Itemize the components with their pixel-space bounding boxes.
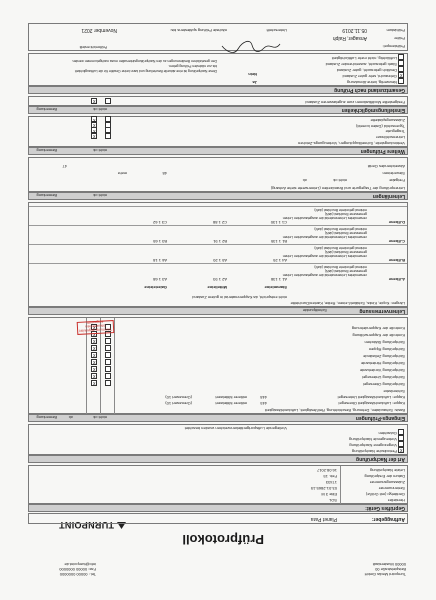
further-note: Verbindungsteile, Schnellkupplungen, Vorbeugungs-Zeichen [298, 141, 405, 146]
trim-row-label: Steuerleinen [382, 171, 405, 176]
lines-group-label: D-Ebene [388, 220, 405, 225]
checkbox[interactable] [398, 447, 404, 453]
canopy-check-label: Sichtprüfung Vorderkante [359, 368, 405, 373]
device-field-value: 03-01-2865-15 [310, 486, 337, 491]
lines-row-divider [29, 206, 407, 207]
lines-col-label: Galerieleine [144, 285, 167, 290]
lines-cell: A3 1 68 [153, 277, 167, 282]
trim-row-value: nicht ok [333, 178, 347, 183]
lines-row-note: gemessene Bruchlast (daN) [324, 269, 367, 273]
canopy-check-label: Sichtprüfung Hinterkante [360, 361, 405, 366]
result-yes: Ja [252, 80, 257, 85]
trim-row-label: Freigabe [389, 178, 405, 183]
device-divider [340, 466, 341, 504]
lines-row-note: verwendetes Leinenmaterial der ausgetauschten Leinen [282, 273, 367, 277]
canopy-check-label: Sichtprüfung Zellwände [363, 354, 405, 359]
lines-row-divider [29, 225, 407, 226]
porosity-value: 445 [260, 401, 267, 406]
adjust-remark-label: Bemerkung [36, 107, 57, 113]
device-section-label: Geprüftes Gerät: [365, 505, 405, 511]
type-option-label: Periodische Nachprüfung [352, 449, 397, 454]
lines-cell: C2 1 88 [212, 220, 227, 225]
lines-status-text: nicht entspricht, da Kappenmaterial in gutem Zustand [192, 295, 287, 300]
device-table [28, 465, 408, 505]
porosity-label: Schirmfarbe [383, 389, 405, 394]
type-table [28, 424, 408, 456]
lines-cell: A2 1 93 [213, 277, 227, 282]
page-title: Prüfprotokoll [182, 532, 264, 547]
checkbox[interactable] [105, 128, 111, 134]
trim-status: nicht ok [93, 193, 107, 199]
lines-col-label: Mittelleine [207, 285, 227, 290]
porosity-label: Kappe: Luftdurchlässigkeit Obersegel [338, 401, 405, 406]
inspector-label: Prüfer [394, 36, 405, 41]
lines-row-note: gemessene Bruchlast (daN) [324, 231, 367, 235]
result-table [28, 53, 408, 87]
type-note: Vorliegende Luftsportgerätekennzeichen wurden beachtet [184, 426, 287, 431]
lines-col-label: Stammleine [264, 285, 287, 290]
device-field-value: Feb. 15 [323, 474, 337, 479]
checkbox[interactable] [105, 373, 111, 379]
trim-section-label: Leinenlängen [372, 193, 405, 199]
signature [212, 40, 282, 54]
result-note: Diese Nachprüfung ist eine aktuelle Beurteilung und kann keine Gewähr für die Lufttauglichkeit [74, 69, 217, 73]
stamp-line: Trimmung abgeleitet [79, 327, 113, 334]
lines-section-label: Leinenvermessung [359, 308, 405, 314]
checkbox[interactable] [398, 435, 404, 441]
trim-row-value: 48 [162, 171, 167, 176]
inspection-report [22, 18, 414, 584]
device-field-label: Letzte Nachprüfung [370, 468, 405, 473]
canopy-check-label: Kontrolle der Kappendehnung [351, 326, 405, 331]
result-option-label: Lufttüchtig, nicht mehr Lufttüchtigkeit [331, 56, 397, 61]
lines-row-note: gemessene Bruchlast (daN) [324, 212, 367, 216]
lines-row-note: verwendetes Leinenmaterial der ausgetauschten Leinen [282, 216, 367, 220]
lines-row-note: minimal geforderte Bruchlast (daN) [314, 227, 367, 231]
trim-note: Leinenprüfung der Tragegurte und Brandzeiten (Leinenwerte siehe Anhang) [270, 186, 405, 191]
trim-row-value: ok [302, 178, 307, 183]
lines-table [28, 202, 408, 308]
canopy-check-label: Sichtprüfung Untersegel [362, 375, 405, 380]
porosity-value: 448 [260, 395, 267, 400]
device-field-value: 17433 [325, 480, 337, 485]
checkbox[interactable] [105, 366, 111, 372]
checkbox[interactable] [91, 366, 97, 372]
checkbox[interactable] [398, 72, 404, 78]
type-option-label: Vorbeugende Nachprüfung [349, 437, 397, 442]
checkbox[interactable] [105, 98, 111, 104]
lines-group-label: B-Ebene [388, 258, 405, 263]
client-value: Planet Para [310, 516, 337, 522]
lines-cell: C1 1 130 [270, 220, 287, 225]
further-row-label: Zulassungsplakette [370, 118, 405, 124]
trim-remark-label: Bemerkung [36, 193, 57, 199]
next-inspection-value: November 2021 [81, 27, 117, 33]
checkbox[interactable] [398, 66, 404, 72]
porosity-unit: mitlerer Mittelwert [215, 395, 247, 400]
result-note: bis zur nächsten Prüfung geben. [168, 64, 217, 68]
client-label: Auftraggeber: [371, 516, 405, 522]
device-field-value: SOL [328, 498, 337, 503]
checkbox[interactable] [91, 117, 97, 123]
lines-cell: B3 1 65 [153, 239, 167, 244]
canopy-check-label: Sichtprüfung Obersegel [362, 382, 405, 387]
device-field-label: Gerätetyp (mit Größe) [365, 492, 405, 497]
checkbox[interactable] [91, 338, 97, 344]
further-section-label: Weitere Prüfungen [360, 148, 405, 154]
canopy-remark-label: Bemerkung [36, 415, 57, 421]
address-line: Turnpoint Media GmbH [364, 572, 406, 577]
contact-line: Fax: 00000 0000000 [59, 567, 96, 572]
checkbox[interactable] [105, 352, 111, 358]
device-field-label: Datum der Erstprüfung [364, 474, 405, 479]
lines-row-note: minimal geforderte Bruchlast (daN) [314, 265, 367, 269]
device-field-label: Seriennummer [378, 486, 405, 491]
checkbox[interactable] [398, 54, 404, 60]
result-section-label: Gesamtzustand nach Prüfung [334, 87, 405, 93]
adjust-status: nicht ok [93, 107, 107, 113]
checkbox[interactable] [105, 338, 111, 344]
further-row-label: Tragegurte [385, 129, 405, 135]
page-note: Prüfbericht erstellt [79, 45, 107, 49]
lines-group-label: C-Ebene [388, 239, 405, 244]
lines-row-note: minimal geforderte Bruchlast (daN) [314, 208, 367, 212]
lines-cell: B2 1 91 [213, 239, 227, 244]
contact-line: Tel.: 00000 0000000 [59, 572, 96, 577]
checkbox[interactable] [91, 98, 97, 104]
canopy-check-label: Sichtprüfung Rippen [368, 347, 405, 352]
lines-note: Längen: Kopie, Kinks, Schäkel/Leinen, Reibe, Kanten/Durchtritte [290, 301, 405, 306]
lines-cell: A6 1 18 [153, 258, 167, 263]
adjust-section-label: Einstellungsmöglichkeiten [341, 107, 405, 113]
porosity-limit: (Grenzwert 10) [165, 395, 192, 400]
checkbox[interactable] [398, 429, 404, 435]
canopy-note: Basis: Schaudaten, Dehnung, Beschichtung, Reißfestigkeit, Luftdurchlässigkeit [265, 408, 405, 413]
checkbox[interactable] [105, 117, 111, 123]
type-section-label: Art der Nachprüfung [356, 456, 405, 462]
checkbox[interactable] [398, 60, 404, 66]
lines-row-note: minimal geforderte Bruchlast (daN) [314, 246, 367, 250]
result-option-label: Neuwertig, keine Abnutzung [347, 80, 397, 85]
further-status: nicht ok [93, 148, 107, 154]
lines-cell: A4 1 25 [273, 258, 287, 263]
further-row-label: Leinenschlösser [376, 135, 405, 140]
checkbox[interactable] [398, 78, 404, 84]
address-line: 00000 Musterstadt [372, 562, 406, 567]
client-row [28, 513, 408, 524]
further-remark-label: Bemerkung [36, 148, 57, 154]
trim-row-label: Abweichendes Gerät [367, 164, 405, 169]
device-field-value: Elite 3 M [321, 492, 337, 497]
device-field-label: Zulassungsnummer [369, 480, 405, 485]
checkbox[interactable] [105, 122, 111, 128]
lines-row-divider [29, 244, 407, 245]
next-inspection-label: nächste Prüfung spätestens bis: [170, 28, 227, 33]
inspector-name: Ansager, Ralph [332, 35, 367, 41]
checkbox[interactable] [91, 345, 97, 351]
device-field-value: 16.08.2017 [316, 468, 337, 473]
checkbox[interactable] [105, 359, 111, 365]
signature-label: Unterschrift [266, 28, 287, 33]
lines-cell: C3 1 62 [152, 220, 167, 225]
adjust-table [28, 96, 408, 107]
further-row-label: Typenschild (Daten korrekt) [356, 124, 405, 129]
stamp-label: Prüfstempel: [382, 44, 405, 49]
result-no: Nein [248, 72, 257, 77]
lines-row-note: verwendetes Leinenmaterial der ausgetauschten Leinen [282, 254, 367, 258]
further-table [28, 116, 408, 148]
red-stamp [77, 320, 115, 335]
type-option-label: Vorgezogene Nachprüfung [349, 443, 397, 448]
lines-row-note: verwendetes Leinenmaterial der ausgetauschten Leinen [282, 235, 367, 239]
checkbox[interactable] [91, 380, 97, 386]
logo-text: TURNPOINT [58, 520, 114, 530]
date-label: Prüfdatum [386, 28, 405, 33]
contact-line: info@turnpoint.de [64, 562, 96, 567]
result-option-label: Stark gebraucht, ausreichender Zustand [325, 62, 397, 67]
canopy-check-label: Kontrolle der Kappenwölbung [352, 333, 405, 338]
adjust-row-label: Festgestellte Modifikationen zum zugelassenen Zustand [305, 100, 405, 105]
type-option-label: Gutachten [378, 431, 397, 436]
stamp-line: Steuerleinen eingestellt [85, 319, 106, 329]
checkbox[interactable] [398, 441, 404, 447]
canopy-status: nicht ok [93, 415, 107, 421]
checkbox[interactable] [105, 380, 111, 386]
checkbox[interactable] [91, 373, 97, 379]
porosity-limit: (Grenzwert 10) [165, 401, 192, 406]
canopy-section-label: Eingangs-Prüfungen [355, 415, 405, 421]
checkbox[interactable] [105, 133, 111, 139]
inspection-date: 05.11.2019 [342, 27, 367, 33]
address-line: Beispielstraße 00 [375, 567, 406, 572]
lines-cell: A5 1 20 [213, 258, 227, 263]
canopy-status-ok: ok [68, 415, 73, 421]
lines-cell: A1 1 138 [270, 277, 287, 282]
result-option-label: Deutlich gebraucht, guter Zustand [336, 68, 397, 73]
checkbox[interactable] [105, 345, 111, 351]
lines-row-divider [29, 263, 407, 264]
trim-table [28, 157, 408, 193]
porosity-label: Kappe: Luftdurchlässigkeit Untersegel [337, 395, 405, 400]
checkbox[interactable] [91, 352, 97, 358]
lines-sub-label: Schnittpunkte [302, 308, 327, 314]
device-field-label: Hersteller [387, 498, 405, 503]
lines-group-label: A-Ebene [388, 277, 405, 282]
lines-row-note: gemessene Bruchlast (daN) [324, 250, 367, 254]
trim-row-value: 47 [62, 164, 67, 169]
result-note: Den gesetzlichen Bestimmungen zu den Nachprüfungsintervallen muss nachgekommen werden. [71, 59, 217, 63]
lines-cell: B1 1 135 [270, 239, 287, 244]
canopy-check-label: Sichtprüfung Stäbchen [364, 340, 405, 345]
trim-row-value: mehr [117, 171, 127, 176]
result-option-label: Gebraucht, sehr guter Zustand [342, 74, 397, 79]
porosity-unit: mitlerer Mittelwert [215, 401, 247, 406]
checkbox[interactable] [91, 359, 97, 365]
